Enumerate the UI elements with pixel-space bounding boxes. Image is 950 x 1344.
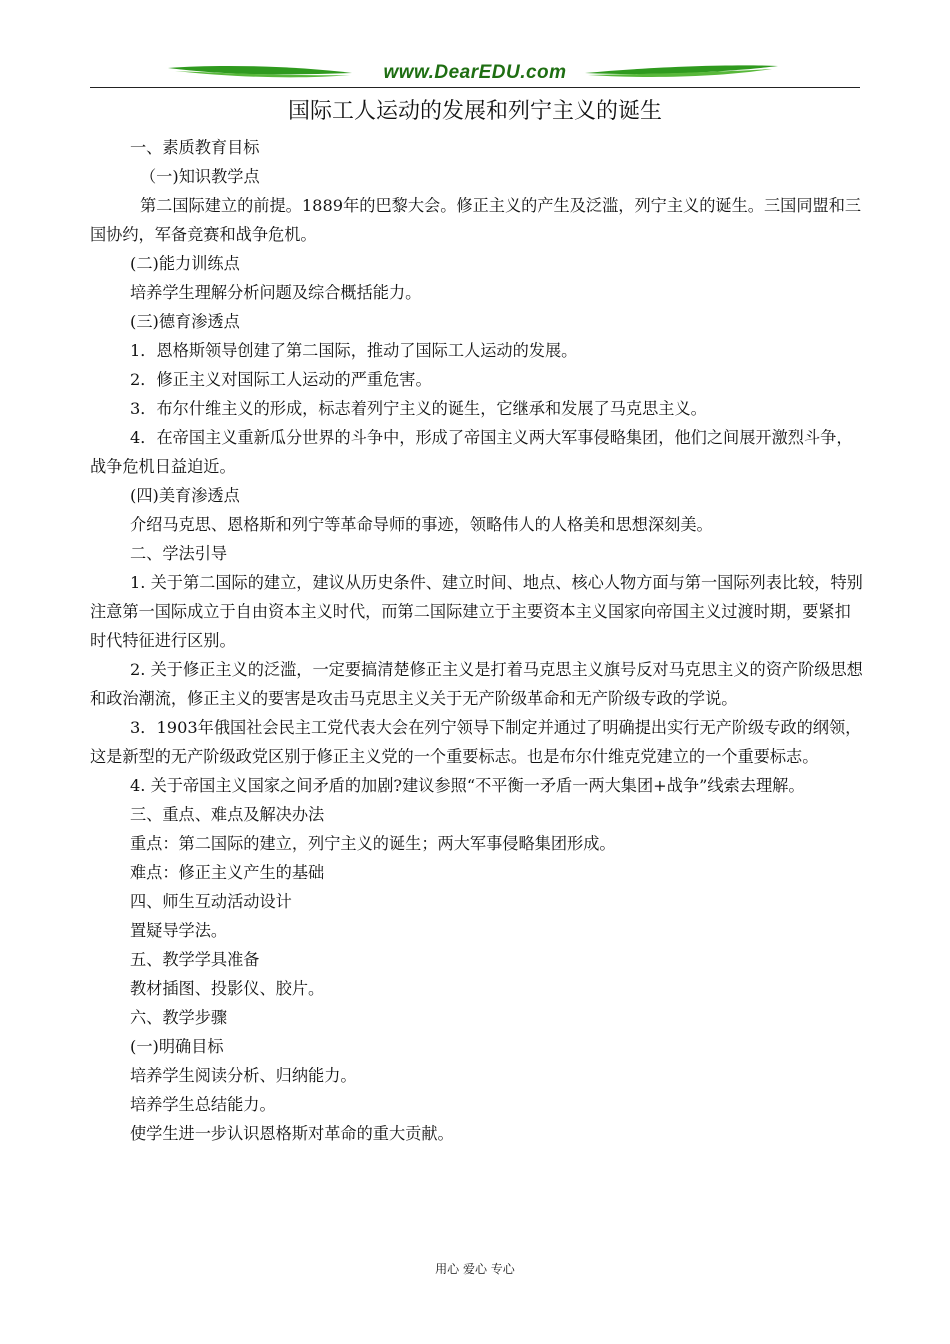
document-body bbox=[90, 133, 865, 1148]
paragraph: 置疑导学法。 bbox=[130, 921, 228, 940]
section-heading-3: 三、重点、难点及解决办法 bbox=[130, 805, 325, 824]
list-item: 2．修正主义对国际工人运动的严重危害。 bbox=[130, 370, 432, 389]
subheading: (二)能力训练点 bbox=[130, 254, 240, 273]
list-item: 3．1903年俄国社会民主工党代表大会在列宁领导下制定并通过了明确提出实行无产阶级专政的纲领，这是新型的无产阶级政党区别于修正主义党的一个重要标志。也是布尔什维克党建立的一个重要标志。 bbox=[90, 718, 862, 766]
section-heading-6: 六、教学步骤 bbox=[130, 1008, 228, 1027]
section-heading-2: 二、学法引导 bbox=[130, 544, 228, 563]
subheading: (三)德育渗透点 bbox=[130, 312, 240, 331]
paragraph: 使学生进一步认识恩格斯对革命的重大贡献。 bbox=[130, 1124, 454, 1143]
paragraph: 教材插图、投影仪、胶片。 bbox=[130, 979, 325, 998]
paragraph: 培养学生总结能力。 bbox=[130, 1095, 276, 1114]
list-item: 2. 关于修正主义的泛滥，一定要搞清楚修正主义是打着马克思主义旗号反对马克思主义的资产阶级思想和政治潮流，修正主义的要害是攻击马克思主义关于无产阶级革命和无产阶级专政的学说。 bbox=[90, 660, 863, 708]
section-heading-4: 四、师生互动活动设计 bbox=[130, 892, 292, 911]
site-header bbox=[90, 60, 860, 90]
site-logo-text: www.DearEDU.com bbox=[383, 62, 567, 83]
section-heading-1: 一、素质教育目标 bbox=[130, 138, 260, 157]
document-title: 国际工人运动的发展和列宁主义的诞生 bbox=[287, 99, 662, 124]
page-footer: 用心 爱心 专心 bbox=[435, 1262, 515, 1276]
paragraph: 第二国际建立的前提。1889年的巴黎大会。修正主义的产生及泛滥，列宁主义的诞生。三国同盟和三国协约，军备竞赛和战争危机。 bbox=[90, 196, 862, 244]
subheading: （一)知识教学点 bbox=[140, 167, 260, 186]
paragraph: 重点：第二国际的建立，列宁主义的诞生；两大军事侵略集团形成。 bbox=[130, 834, 616, 853]
list-item: 1. 关于第二国际的建立，建议从历史条件、建立时间、地点、核心人物方面与第一国际列表比较，特别注意第一国际成立于自由资本主义时代，而第二国际建立于主要资本主义国家向帝国主义过渡时期，要紧扣时代特征进行区别。 bbox=[90, 573, 863, 650]
list-item: 4. 关于帝国主义国家之间矛盾的加剧?建议参照“不平衡一矛盾一两大集团+战争”线索去理解。 bbox=[130, 776, 805, 795]
subheading: (四)美育渗透点 bbox=[130, 486, 240, 505]
paragraph: 培养学生理解分析问题及综合概括能力。 bbox=[130, 283, 422, 302]
subheading: (一)明确目标 bbox=[130, 1037, 224, 1056]
list-item: 4．在帝国主义重新瓜分世界的斗争中，形成了帝国主义两大军事侵略集团，他们之间展开激烈斗争，战争危机日益迫近。 bbox=[90, 428, 853, 476]
section-heading-5: 五、教学学具准备 bbox=[130, 950, 260, 969]
list-item: 1．恩格斯领导创建了第二国际，推动了国际工人运动的发展。 bbox=[130, 341, 578, 360]
paragraph: 难点：修正主义产生的基础 bbox=[130, 863, 325, 882]
list-item: 3．布尔什维主义的形成，标志着列宁主义的诞生，它继承和发展了马克思主义。 bbox=[130, 399, 707, 418]
header-rule bbox=[90, 87, 860, 88]
paragraph: 培养学生阅读分析、归纳能力。 bbox=[130, 1066, 357, 1085]
paragraph: 介绍马克思、恩格斯和列宁等革命导师的事迹，领略伟人的人格美和思想深刻美。 bbox=[130, 515, 713, 534]
